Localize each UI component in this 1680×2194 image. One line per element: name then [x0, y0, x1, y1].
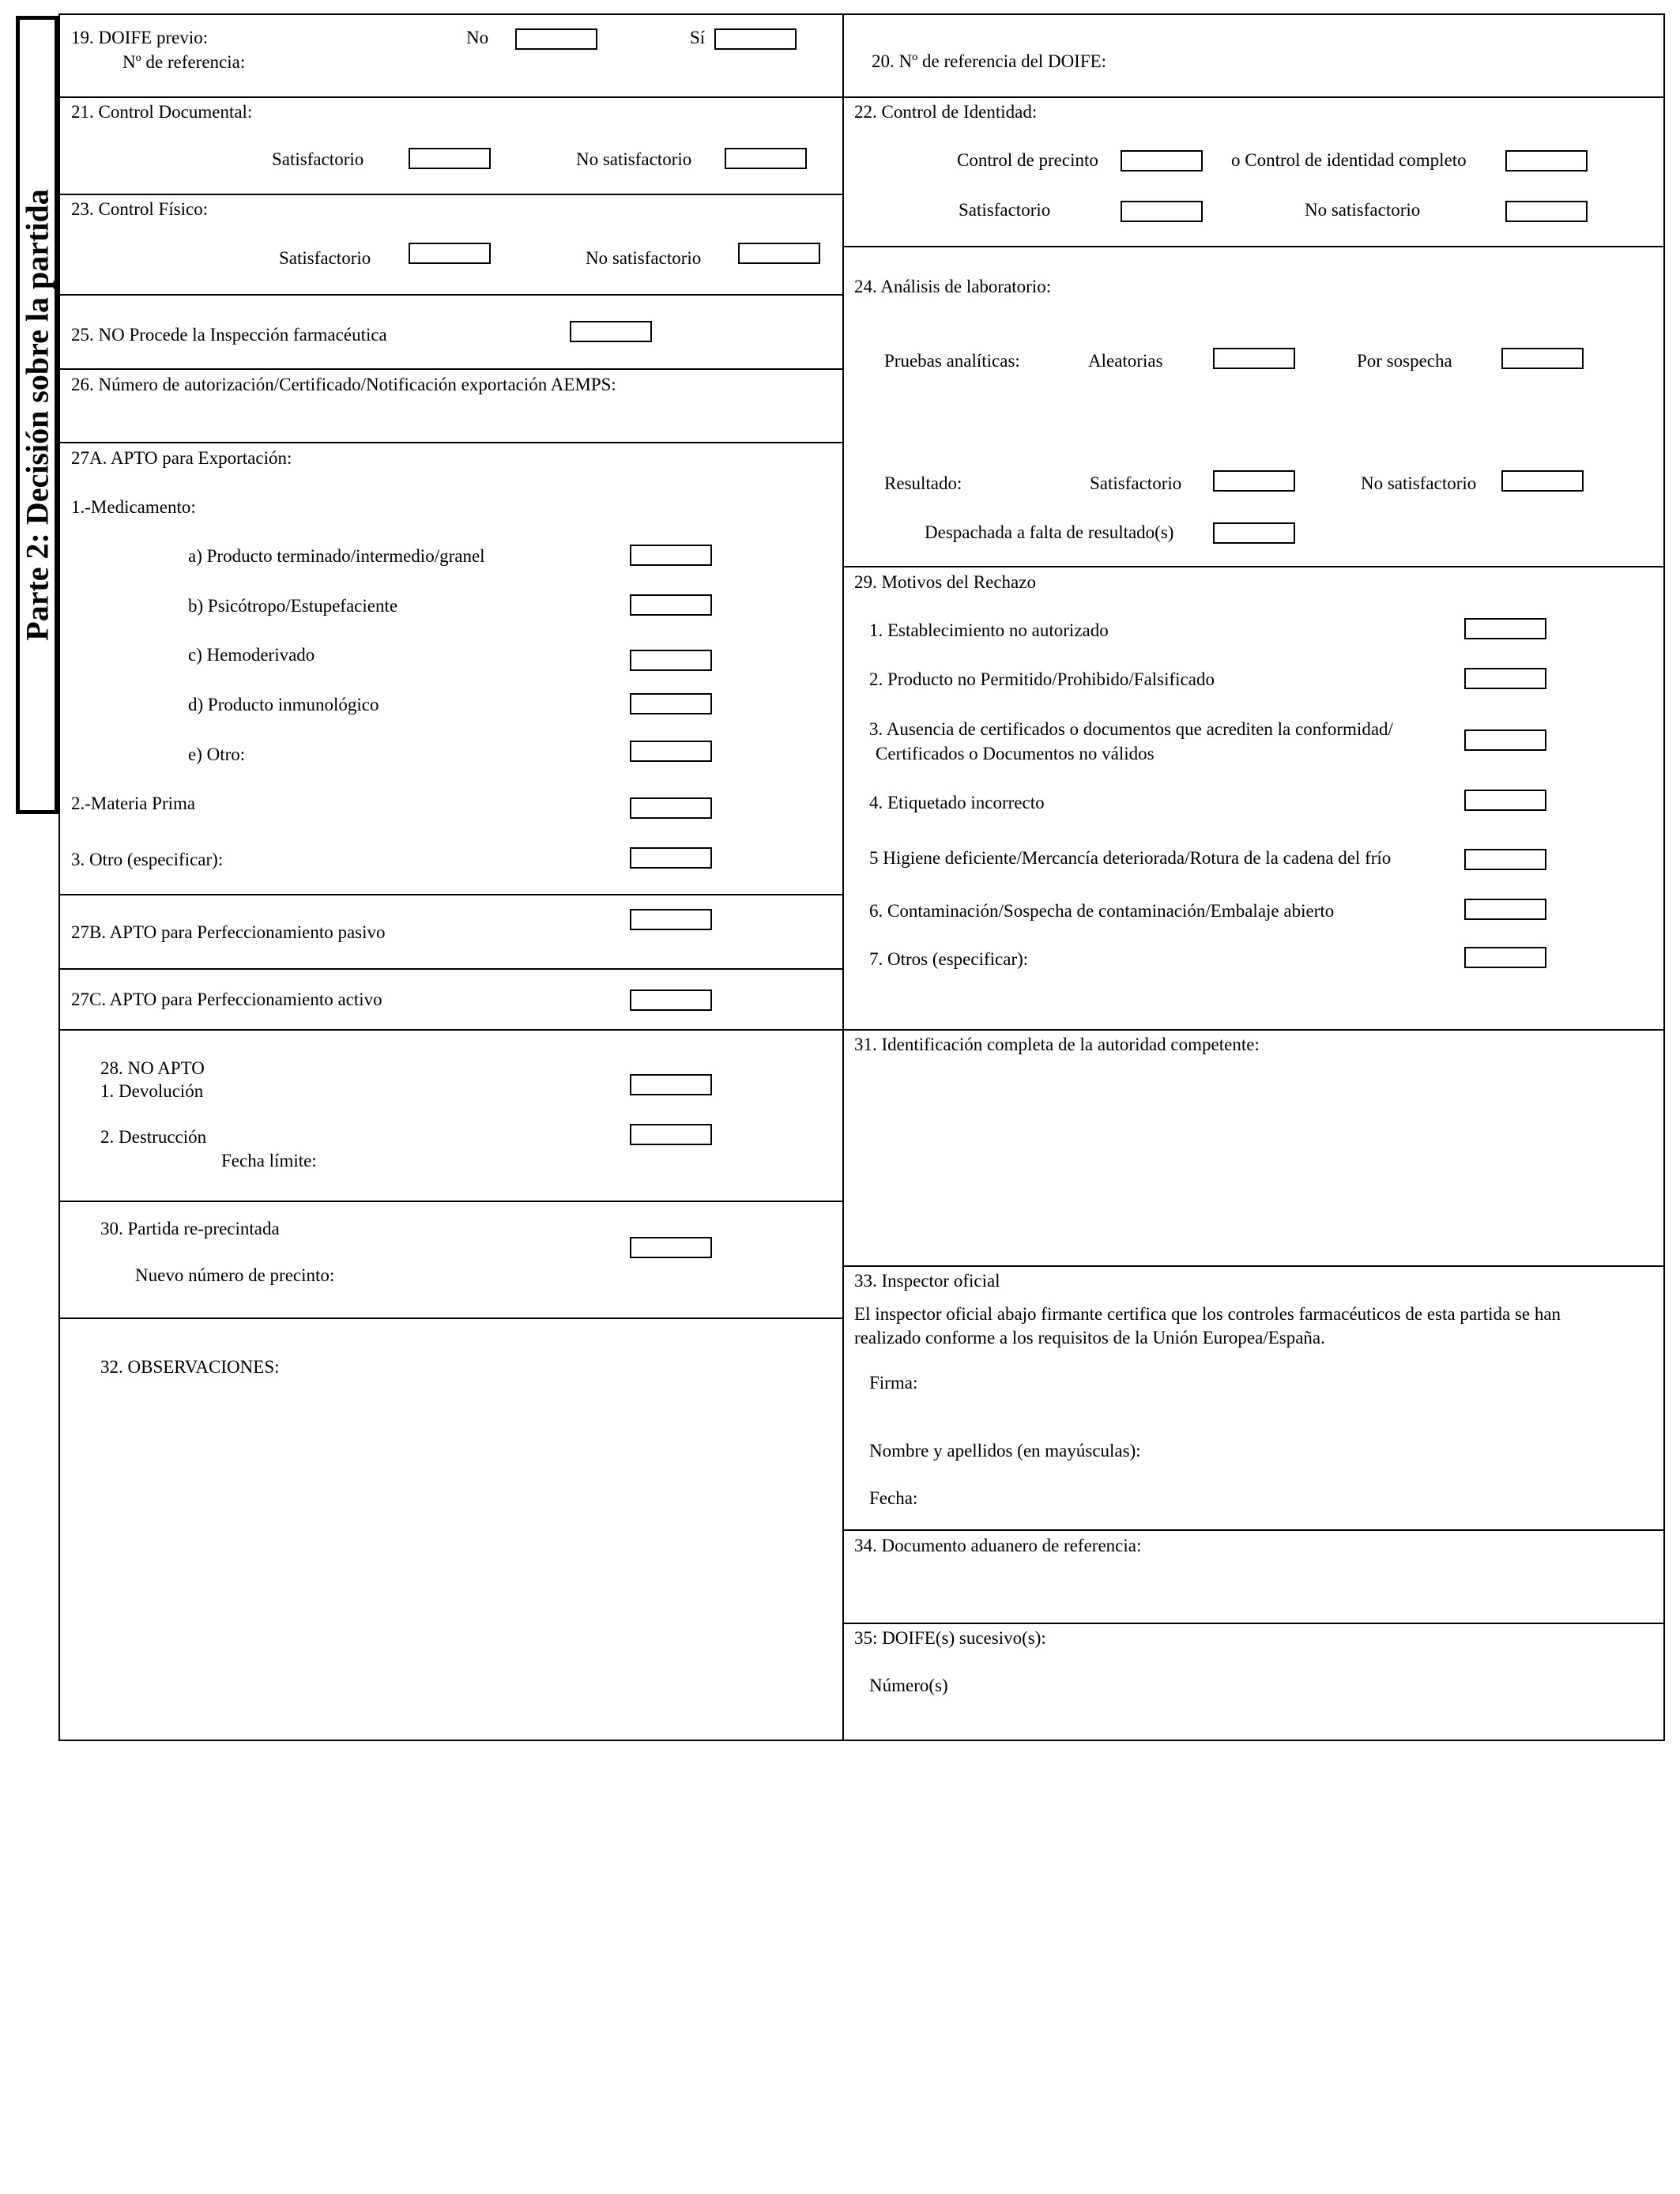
- f30-label: 30. Partida re-precintada: [100, 1219, 280, 1238]
- divider-left-3: [58, 294, 843, 296]
- f26-label: 26. Número de autorización/Certificado/Notificación exportación AEMPS:: [71, 375, 616, 394]
- f29-reason-3-checkbox[interactable]: [1464, 729, 1546, 751]
- f24-random-label: Aleatorias: [1088, 351, 1163, 371]
- f23-nok-label: No satisfactorio: [586, 248, 702, 268]
- frame-right-line: [1663, 13, 1665, 1741]
- f29-reason-2-label: 2. Producto no Permitido/Prohibido/Falsificado: [869, 669, 1215, 689]
- f24-dispatched-label: Despachada a falta de resultado(s): [925, 522, 1174, 542]
- f34-label: 34. Documento aduanero de referencia:: [854, 1536, 1142, 1555]
- f29-reason-1-checkbox[interactable]: [1464, 618, 1546, 639]
- f25-label: 25. NO Procede la Inspección farmacéutica: [71, 325, 387, 345]
- f30-checkbox[interactable]: [630, 1237, 712, 1258]
- side-title: Parte 2: Decisión sobre la partida: [19, 189, 55, 641]
- f31-label: 31. Identificación completa de la autoridad competente:: [854, 1035, 1260, 1054]
- frame-top-line: [58, 13, 1665, 15]
- f27a-label: 27A. APTO para Exportación:: [71, 448, 292, 468]
- divider-left-1: [58, 96, 843, 98]
- f22-seal-checkbox[interactable]: [1121, 150, 1203, 172]
- f33-certification-text-line2: realizado conforme a los requisitos de la Unión Europea/España.: [854, 1328, 1325, 1348]
- f24-suspicion-checkbox[interactable]: [1501, 348, 1584, 369]
- f32-label: 32. OBSERVACIONES:: [100, 1357, 280, 1377]
- f27c-checkbox[interactable]: [630, 990, 712, 1011]
- f27a-raw-material-checkbox[interactable]: [630, 797, 712, 819]
- f24-nok-checkbox[interactable]: [1501, 470, 1584, 492]
- f27a-other-checkbox[interactable]: [630, 847, 712, 869]
- f22-label: 22. Control de Identidad:: [854, 102, 1038, 122]
- f27b-label: 27B. APTO para Perfeccionamiento pasivo: [71, 922, 386, 942]
- f22-ok-label: Satisfactorio: [959, 200, 1051, 220]
- f22-seal-label: Control de precinto: [957, 150, 1098, 170]
- f29-reason-1-label: 1. Establecimiento no autorizado: [869, 620, 1109, 640]
- divider-left-4: [58, 368, 843, 370]
- f27a-item-b-label: b) Psicótropo/Estupefaciente: [188, 596, 398, 616]
- f22-full-checkbox[interactable]: [1505, 150, 1588, 172]
- f24-tests-label: Pruebas analíticas:: [884, 351, 1020, 371]
- f29-reason-6-label: 6. Contaminación/Sospecha de contaminación/Embalaje abierto: [869, 901, 1335, 921]
- f33-certification-text-line1: El inspector oficial abajo firmante certifica que los controles farmacéuticos de esta partida se han: [854, 1304, 1561, 1324]
- f21-label: 21. Control Documental:: [71, 102, 253, 122]
- f19-no-checkbox[interactable]: [515, 28, 597, 50]
- f29-reason-2-checkbox[interactable]: [1464, 668, 1546, 689]
- f28-destruction-checkbox[interactable]: [630, 1124, 712, 1145]
- f27a-raw-material-label: 2.-Materia Prima: [71, 794, 196, 813]
- f29-reason-3-label-cont: Certificados o Documentos no válidos: [876, 744, 1155, 763]
- f23-ok-checkbox[interactable]: [409, 243, 491, 264]
- f19-si-checkbox[interactable]: [714, 28, 797, 50]
- f29-reason-4-label: 4. Etiquetado incorrecto: [869, 793, 1045, 812]
- f29-reason-7-checkbox[interactable]: [1464, 947, 1546, 968]
- f27b-checkbox[interactable]: [630, 909, 712, 930]
- f21-nok-checkbox[interactable]: [725, 148, 807, 169]
- divider-left-9: [58, 1201, 843, 1202]
- f29-reason-7-label: 7. Otros (especificar):: [869, 949, 1029, 969]
- f19-label: 19. DOIFE previo:: [71, 28, 209, 47]
- f19-reference-label: Nº de referencia:: [122, 52, 246, 72]
- f22-ok-checkbox[interactable]: [1121, 201, 1203, 222]
- divider-right-6: [842, 1529, 1665, 1531]
- f28-limit-date-label: Fecha límite:: [221, 1151, 317, 1171]
- f28-destruction-label: 2. Destrucción: [100, 1127, 207, 1147]
- f33-signature-label: Firma:: [869, 1373, 918, 1393]
- f27a-item-a-label: a) Producto terminado/intermedio/granel: [188, 546, 485, 566]
- f20-label: 20. Nº de referencia del DOIFE:: [872, 51, 1107, 71]
- f27a-item-c-checkbox[interactable]: [630, 650, 712, 671]
- f24-suspicion-label: Por sospecha: [1357, 351, 1452, 371]
- f33-label: 33. Inspector oficial: [854, 1271, 1000, 1291]
- f21-nok-label: No satisfactorio: [576, 149, 692, 169]
- divider-right-2: [842, 246, 1665, 247]
- f27a-other-label: 3. Otro (especificar):: [71, 850, 224, 869]
- f21-ok-label: Satisfactorio: [272, 149, 364, 169]
- f27c-label: 27C. APTO para Perfeccionamiento activo: [71, 990, 382, 1009]
- f24-ok-label: Satisfactorio: [1090, 473, 1182, 493]
- f29-reason-4-checkbox[interactable]: [1464, 790, 1546, 811]
- divider-right-1: [842, 96, 1665, 98]
- f24-label: 24. Análisis de laboratorio:: [854, 277, 1052, 296]
- f29-reason-5-checkbox[interactable]: [1464, 849, 1546, 870]
- f28-return-checkbox[interactable]: [630, 1074, 712, 1095]
- f22-full-label: o Control de identidad completo: [1231, 150, 1467, 170]
- f27a-item-a-checkbox[interactable]: [630, 545, 712, 566]
- f19-no-label: No: [466, 28, 489, 47]
- f22-nok-label: No satisfactorio: [1305, 200, 1421, 220]
- divider-left-10: [58, 1318, 843, 1319]
- divider-left-7: [58, 968, 843, 970]
- column-divider: [842, 13, 844, 1741]
- f27a-item-e-checkbox[interactable]: [630, 741, 712, 762]
- f23-label: 23. Control Físico:: [71, 199, 209, 219]
- f29-label: 29. Motivos del Rechazo: [854, 572, 1036, 592]
- f19-si-label: Sí: [690, 28, 706, 47]
- f35-label: 35: DOIFE(s) sucesivo(s):: [854, 1628, 1046, 1648]
- f29-reason-3-label: 3. Ausencia de certificados o documentos que acrediten la conformidad/: [869, 719, 1393, 739]
- f33-date-label: Fecha:: [869, 1488, 918, 1508]
- f23-ok-label: Satisfactorio: [279, 248, 371, 268]
- f23-nok-checkbox[interactable]: [738, 243, 820, 264]
- divider-left-5: [58, 442, 843, 443]
- f27a-item-d-label: d) Producto inmunológico: [188, 695, 379, 714]
- f35-numbers-label: Número(s): [869, 1676, 948, 1695]
- f28-label: 28. NO APTO: [100, 1058, 205, 1078]
- divider-left-8: [58, 1029, 843, 1031]
- f29-reason-6-checkbox[interactable]: [1464, 899, 1546, 920]
- divider-left-6: [58, 894, 843, 895]
- divider-left-2: [58, 194, 843, 195]
- f24-dispatched-checkbox[interactable]: [1213, 522, 1295, 544]
- frame-left-line: [58, 13, 60, 1741]
- divider-right-4: [842, 1029, 1665, 1031]
- f29-reason-5-label: 5 Higiene deficiente/Mercancía deteriorada/Rotura de la cadena del frío: [869, 848, 1392, 868]
- f24-ok-checkbox[interactable]: [1213, 470, 1295, 492]
- divider-right-7: [842, 1623, 1665, 1624]
- f24-random-checkbox[interactable]: [1213, 348, 1295, 369]
- f27a-item-c-label: c) Hemoderivado: [188, 645, 315, 665]
- frame-bottom-line: [58, 1740, 1665, 1741]
- f28-return-label: 1. Devolución: [100, 1081, 204, 1101]
- divider-right-5: [842, 1265, 1665, 1267]
- f21-ok-checkbox[interactable]: [409, 148, 491, 169]
- f27a-item-e-label: e) Otro:: [188, 745, 246, 764]
- f27a-medicine-label: 1.-Medicamento:: [71, 497, 196, 517]
- f30-seal-number-label: Nuevo número de precinto:: [135, 1265, 335, 1285]
- f24-result-label: Resultado:: [884, 473, 962, 493]
- f25-checkbox[interactable]: [570, 321, 652, 342]
- f24-nok-label: No satisfactorio: [1361, 473, 1477, 493]
- f33-name-label: Nombre y apellidos (en mayúsculas):: [869, 1441, 1141, 1461]
- f27a-item-d-checkbox[interactable]: [630, 693, 712, 714]
- f27a-item-b-checkbox[interactable]: [630, 594, 712, 616]
- divider-right-3: [842, 566, 1665, 567]
- f22-nok-checkbox[interactable]: [1505, 201, 1588, 222]
